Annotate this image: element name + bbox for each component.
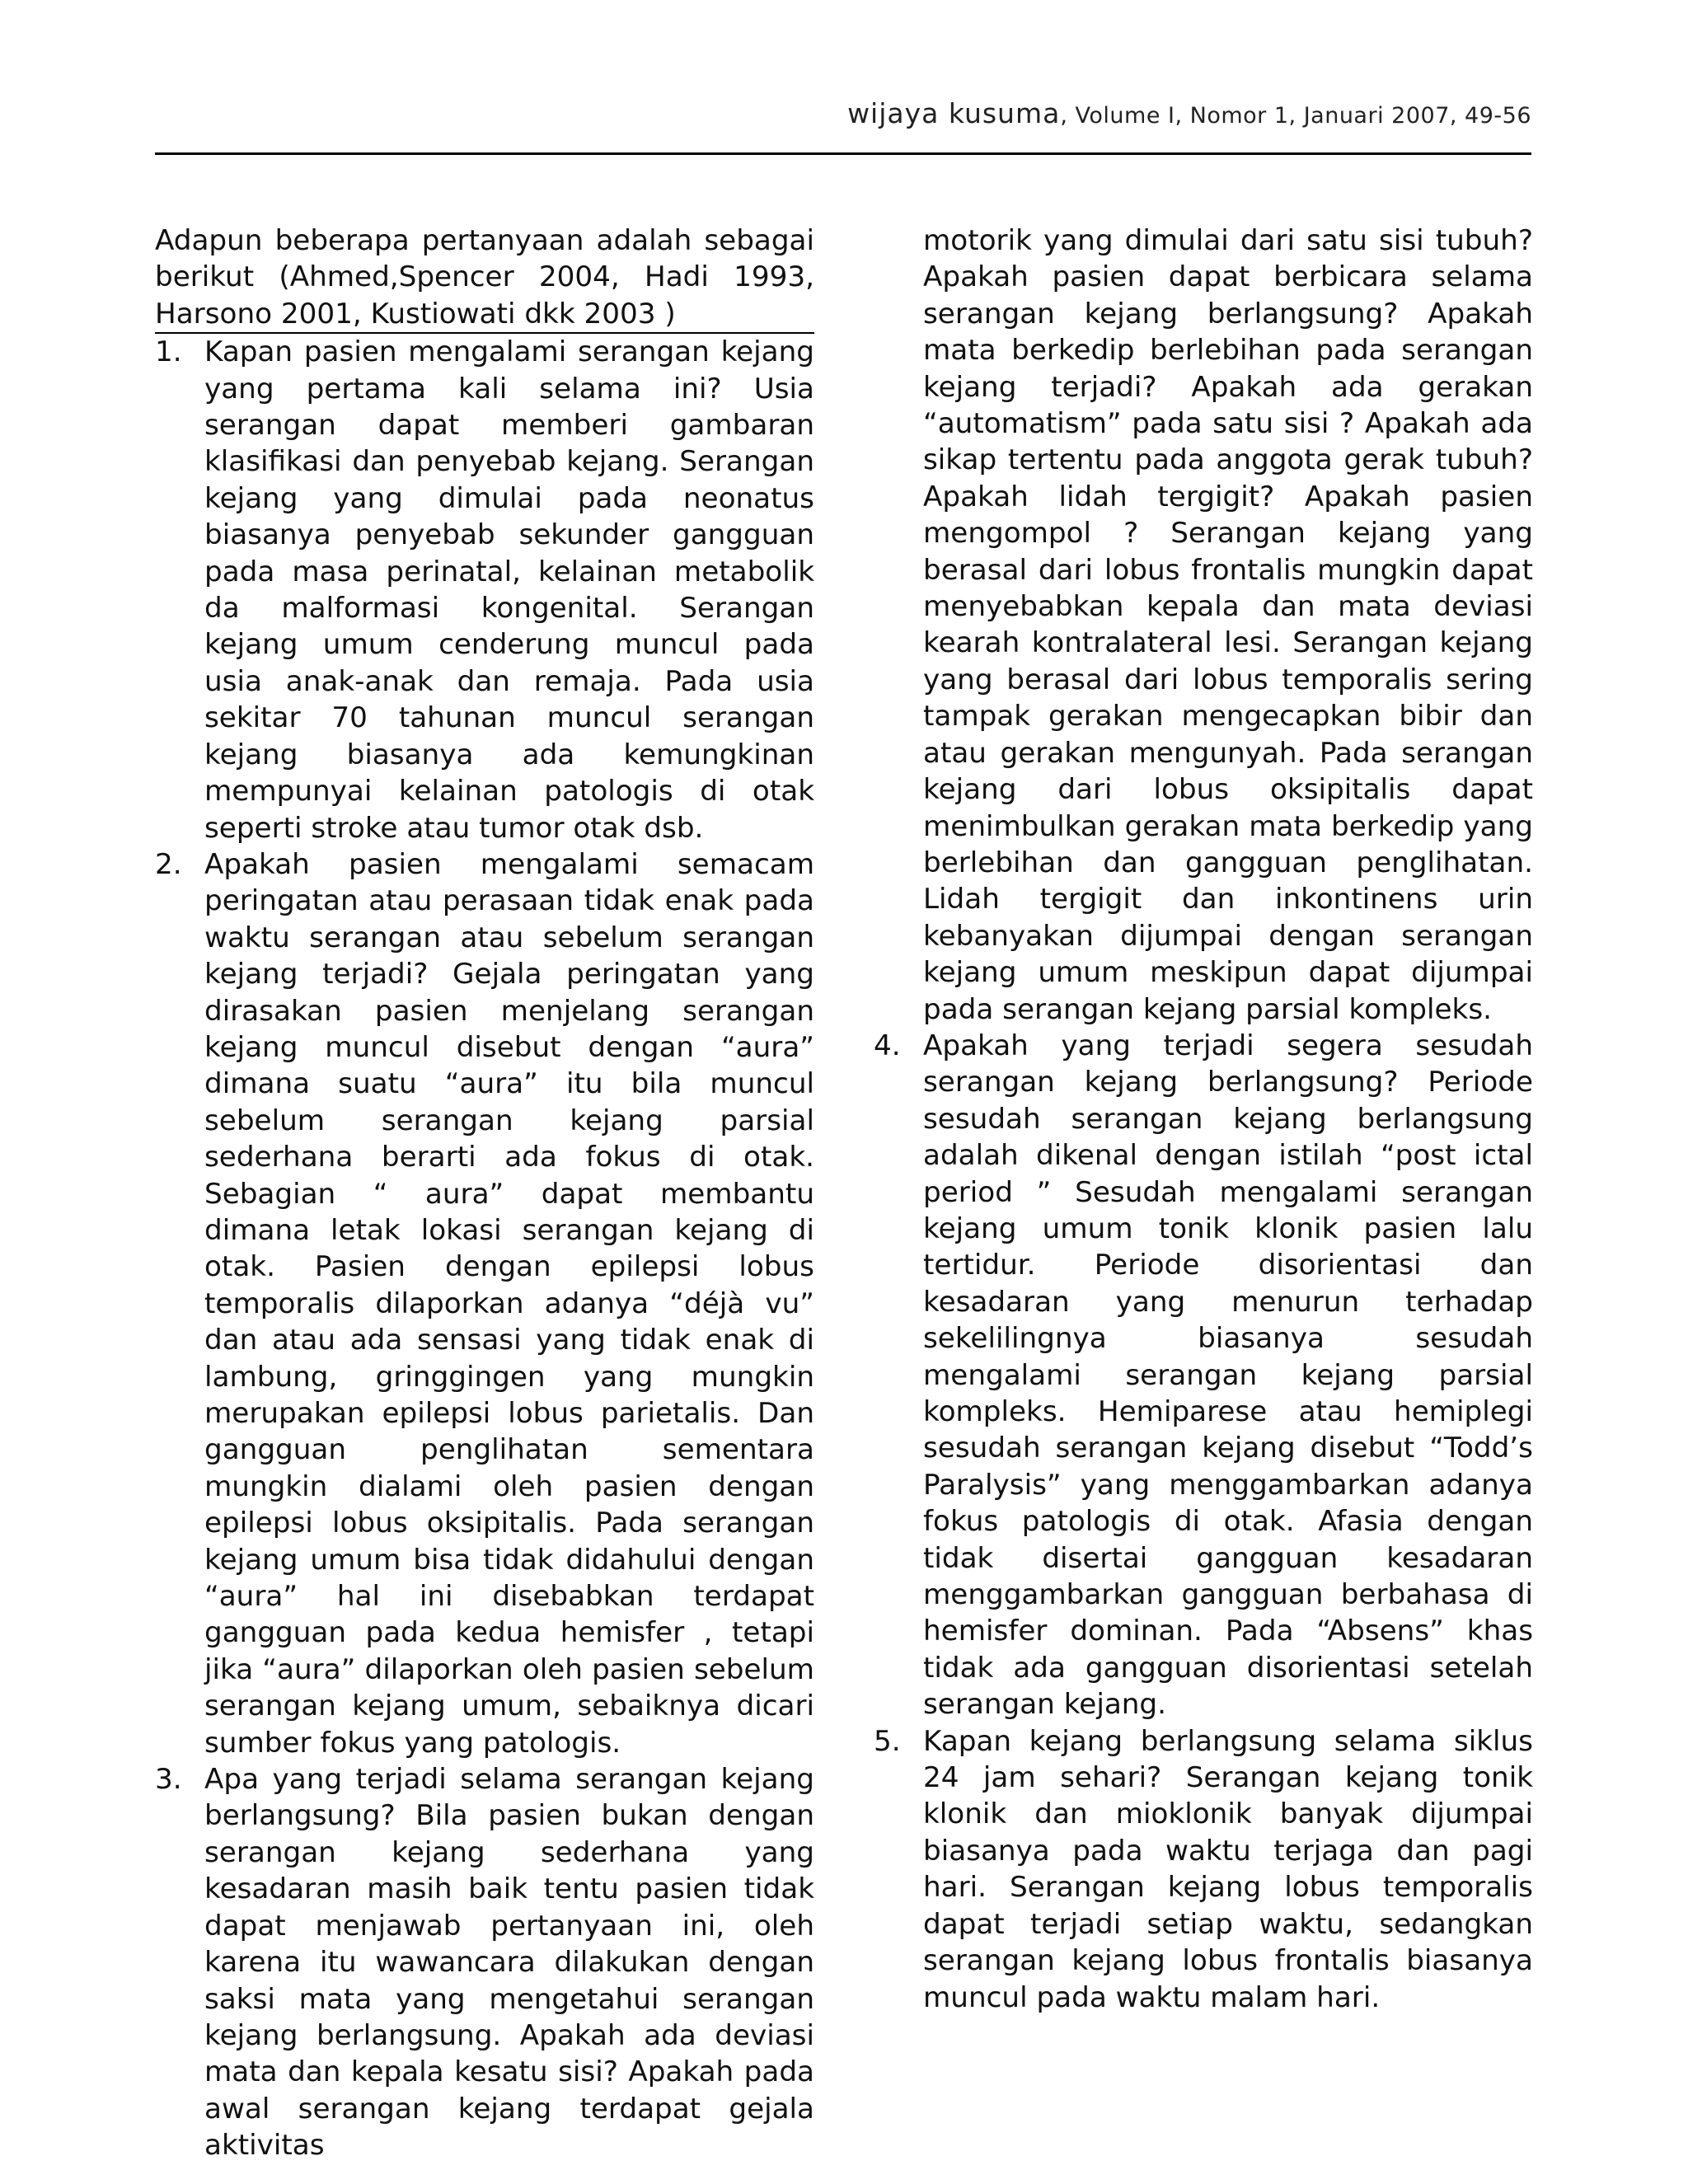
- list-number: 4.: [874, 1029, 901, 1062]
- question-list-right: [874, 223, 1533, 2016]
- list-number: 5.: [874, 1724, 901, 1758]
- list-item-text: Kapan kejang berlangsung selama siklus 24 jam sehari? Serangan kejang tonik klonik dan mioklonik banyak dijumpai biasanya pada waktu terjaga dan pagi hari. Serangan kejang lobus temporalis dapat terjadi setiap waktu, sedangkan serangan kejang lobus frontalis biasanya muncul pada waktu malam hari.: [923, 1724, 1533, 2014]
- question-list-left: [155, 334, 814, 2163]
- list-item-text: Apa yang terjadi selama serangan kejang berlangsung? Bila pasien bukan dengan serangan kejang sederhana yang kesadaran masih baik tentu pasien tidak dapat menjawab pertanyaan ini, oleh karena itu wawancara dilakukan dengan saksi mata yang mengetahui serangan kejang berlangsung. Apakah ada deviasi mata dan kepala kesatu sisi? Apakah pada awal serangan kejang terdapat gejala aktivitas: [204, 1763, 814, 2163]
- list-number: 1.: [155, 335, 182, 369]
- list-item-text: Kapan pasien mengalami serangan kejang yang pertama kali selama ini? Usia serangan dapat memberi gambaran klasifikasi dan penyebab kejang. Serangan kejang yang dimulai pada neonatus biasanya penyebab sekunder gangguan pada masa perinatal, kelainan metabolik da malformasi kongenital. Serangan kejang umum cenderung muncul pada usia anak-anak dan remaja. Pada usia sekitar 70 tahunan muncul serangan kejang biasanya ada kemungkinan mempunyai kelainan patologis di otak seperti stroke atau tumor otak dsb.: [204, 335, 814, 845]
- list-number: 3.: [155, 1763, 182, 1797]
- running-header: [847, 97, 1531, 129]
- list-item: [874, 1028, 1533, 1723]
- left-column: [155, 223, 814, 2164]
- list-number: 2.: [155, 847, 182, 881]
- issue-info: , Volume I, Nomor 1, Januari 2007, 49-56: [1060, 103, 1531, 129]
- list-item: [155, 846, 814, 1761]
- list-item: [874, 1723, 1533, 2016]
- right-column: [874, 223, 1533, 2016]
- list-item-continuation: [874, 223, 1533, 1028]
- list-item-text: Apakah pasien mengalami semacam peringatan atau perasaan tidak enak pada waktu serangan atau sebelum serangan kejang terjadi? Gejala peringatan yang dirasakan pasien menjelang serangan kejang muncul disebut dengan “aura” dimana suatu “aura” itu bila muncul sebelum serangan kejang parsial sederhana berarti ada fokus di otak. Sebagian “ aura” dapat membantu dimana letak lokasi serangan kejang di otak. Pasien dengan epilepsi lobus temporalis dilaporkan adanya “déjà vu” dan atau ada sensasi yang tidak enak di lambung, gringgingen yang mungkin merupakan epilepsi lobus parietalis. Dan gangguan penglihatan sementara mungkin dialami oleh pasien dengan epilepsi lobus oksipitalis. Pada serangan kejang umum bisa tidak didahului dengan “aura” hal ini disebabkan terdapat gangguan pada kedua hemisfer , tetapi jika “aura” dilaporkan oleh pasien sebelum serangan kejang umum, sebaiknya dicari sumber fokus yang patologis.: [204, 847, 814, 1760]
- list-item: [155, 334, 814, 846]
- list-item-text: Apakah yang terjadi segera sesudah serangan kejang berlangsung? Periode sesudah serangan kejang berlangsung adalah dikenal dengan istilah “post ictal period ” Sesudah mengalami serangan kejang umum tonik klonik pasien lalu tertidur. Periode disorientasi dan kesadaran yang menurun terhadap sekelilingnya biasanya sesudah mengalami serangan kejang parsial kompleks. Hemiparese atau hemiplegi sesudah serangan kejang disebut “Todd’s Paralysis” yang menggambarkan adanya fokus patologis di otak. Afasia dengan tidak disertai gangguan kesadaran menggambarkan gangguan berbahasa di hemisfer dominan. Pada “Absens” khas tidak ada gangguan disorientasi setelah serangan kejang.: [923, 1029, 1533, 1722]
- list-item: [155, 1761, 814, 2163]
- list-item-text: motorik yang dimulai dari satu sisi tubuh? Apakah pasien dapat berbicara selama serangan kejang berlangsung? Apakah mata berkedip berlebihan pada serangan kejang terjadi? Apakah ada gerakan “automatism” pada satu sisi ? Apakah ada sikap tertentu pada anggota gerak tubuh? Apakah lidah tergigit? Apakah pasien mengompol ? Serangan kejang yang berasal dari lobus frontalis mungkin dapat menyebabkan kepala dan mata deviasi kearah kontralateral lesi. Serangan kejang yang berasal dari lobus temporalis sering tampak gerakan mengecapkan bibir dan atau gerakan mengunyah. Pada serangan kejang dari lobus oksipitalis dapat menimbulkan gerakan mata berkedip yang berlebihan dan gangguan penglihatan. Lidah tergigit dan inkontinens urin kebanyakan dijumpai dengan serangan kejang umum meskipun dapat dijumpai pada serangan kejang parsial kompleks.: [923, 224, 1533, 1026]
- intro-paragraph: Adapun beberapa pertanyaan adalah sebagai berikut (Ahmed,Spencer 2004, Hadi 1993, Harsono 2001, Kustiowati dkk 2003 ): [155, 223, 814, 334]
- header-rule: [155, 152, 1531, 155]
- journal-name: wijaya kusuma: [847, 97, 1061, 129]
